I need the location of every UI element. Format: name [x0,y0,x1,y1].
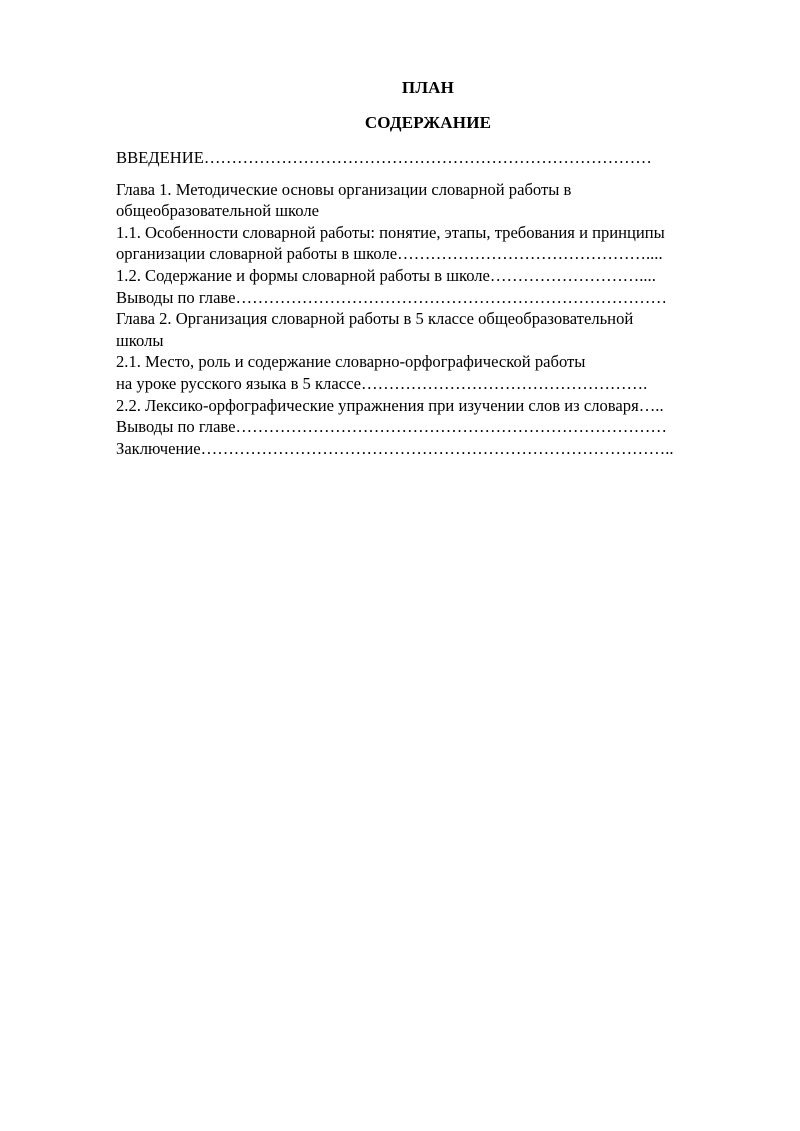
table-of-contents [116,147,756,459]
toc-spacer [116,169,756,179]
toc-section-1-1-line2: организации словарной работы в школе……………………………………….... [116,244,663,264]
toc-section-2-1-line1: 2.1. Место, роль и содержание словарно-орфографической работы [116,352,586,372]
toc-chapter2-title-line2: школы [116,330,164,350]
toc-section-1-1-line1: 1.1. Особенности словарной работы: понятие, этапы, требования и принципы [116,222,665,242]
contents-heading: СОДЕРЖАНИЕ [364,113,492,132]
toc-chapter1-title-line1: Глава 1. Методические основы организации словарной работы в [116,179,572,199]
toc-chapter1-title-line2: общеобразовательной школе [116,201,319,221]
toc-conclusion: Заключение………………………………………………………………………….. [116,438,674,458]
toc-section-2-2: 2.2. Лексико-орфографические упражнения при изучении слов из словаря….. [116,395,664,415]
toc-chapter2-conclusions: Выводы по главе…………………………………………………………………… [116,417,667,437]
toc-section-1-2: 1.2. Содержание и формы словарной работы в школе……………………….... [116,265,656,285]
toc-section-2-1-line2: на уроке русского языка в 5 классе……………………………………………. [116,373,648,393]
toc-intro: ВВЕДЕНИЕ……………………………………………………………………… [116,148,652,167]
plan-heading: ПЛАН [401,78,455,97]
toc-chapter2-title-line1: Глава 2. Организация словарной работы в 5 классе общеобразовательной [116,309,634,329]
toc-chapter1-conclusions: Выводы по главе…………………………………………………………………… [116,287,667,307]
